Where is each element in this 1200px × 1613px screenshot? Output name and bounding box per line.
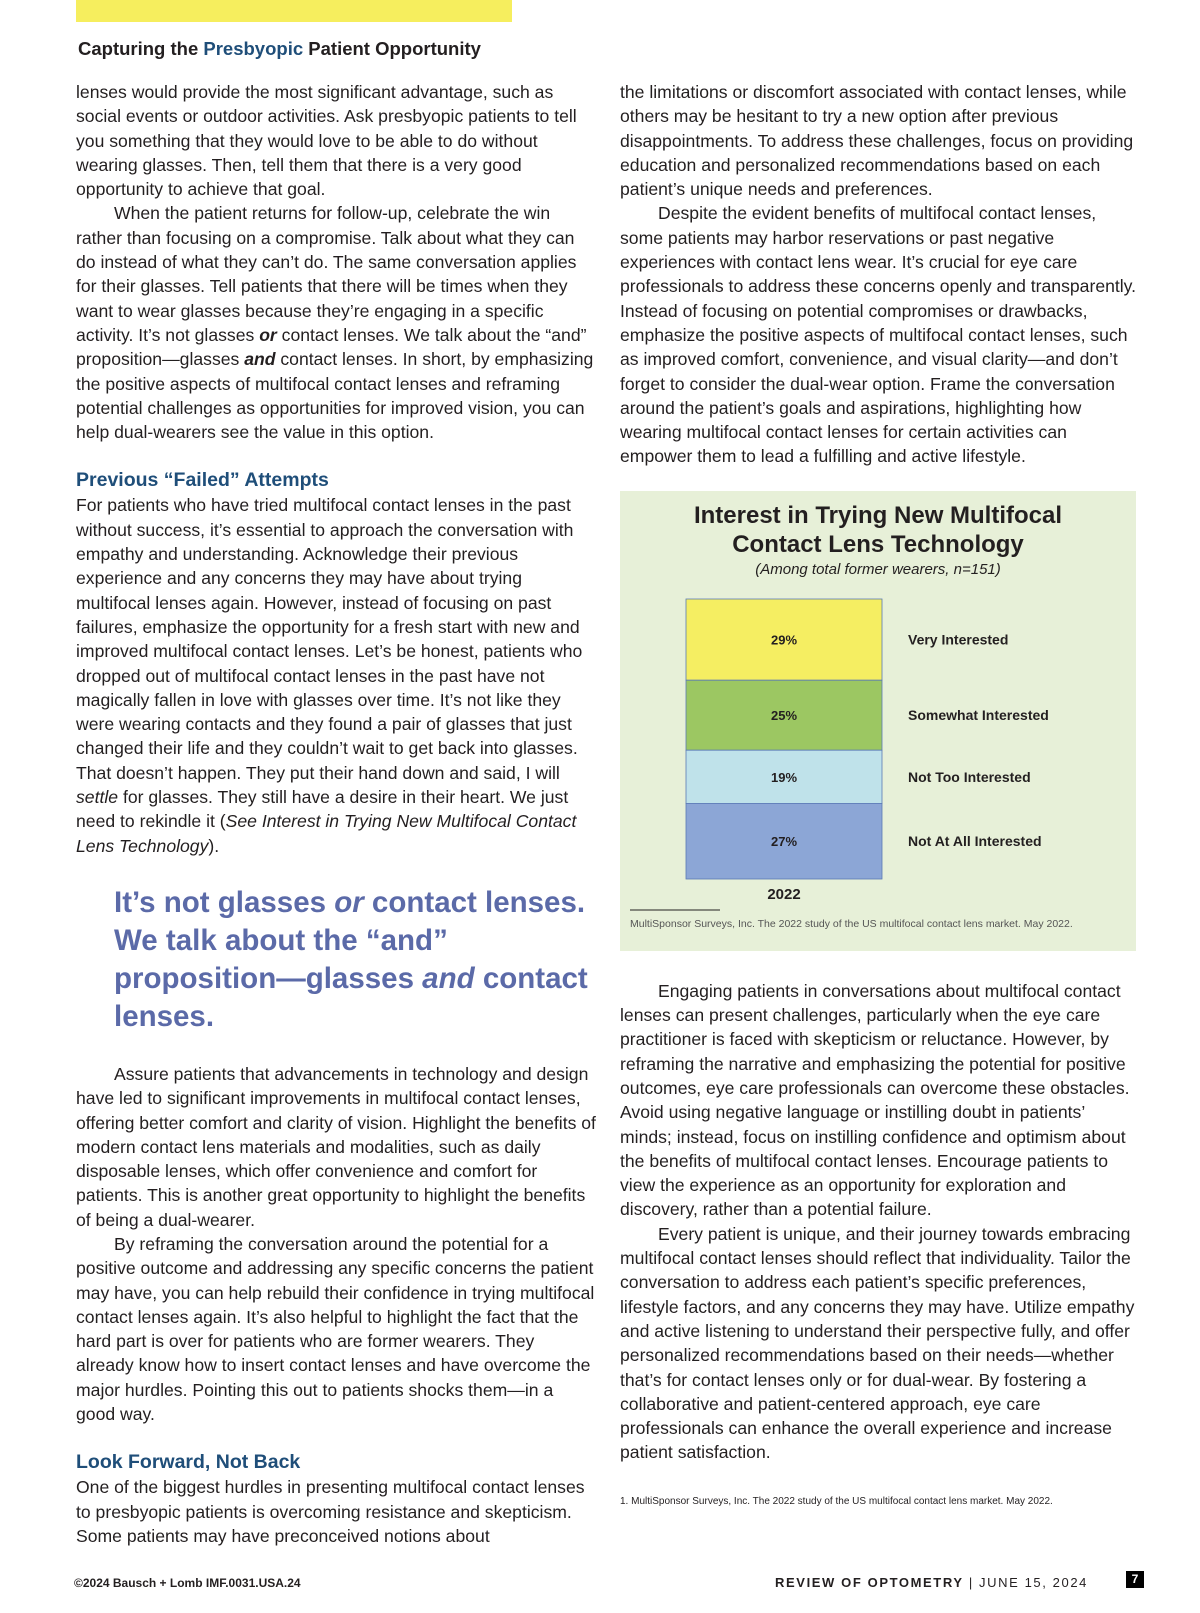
- running-head-accent: Presbyopic: [203, 38, 304, 59]
- running-head-suffix: Patient Opportunity: [303, 38, 481, 59]
- footer-copyright: ©2024 Bausch + Lomb IMF.0031.USA.24: [74, 1576, 301, 1590]
- paragraph: lenses would provide the most significant advantage, such as social events or outdoor activities. Ask presbyopic patients to tell you something that they would love to be able to do without wearing glasses. Then, tell them that there is a very good opportunity to achieve that goal.: [76, 82, 577, 200]
- paragraph: By reframing the conversation around the potential for a positive outcome and addressing any specific concerns the patient may have, you can help rebuild their confidence in trying multifocal contact lenses again. It’s also helpful to highlight the fact that the hard part is over for patients who are former wearers. They already know how to insert contact lenses and have overcome the major hurdles. Pointing this out to patients shocks them—in a good way.: [76, 1233, 595, 1425]
- x-tick-label: 2022: [767, 885, 801, 903]
- chart-title-line-2: Contact Lens Technology: [732, 530, 1024, 558]
- running-head: [78, 38, 481, 60]
- chart-subtitle: (Among total former wearers, n=151): [755, 560, 1001, 578]
- header-accent-bar: [76, 0, 512, 22]
- chart-source: MultiSponsor Surveys, Inc. The 2022 study of the US multifocal contact lens market. May 2022.: [630, 917, 1073, 930]
- chart-panel: [620, 491, 1136, 951]
- paragraph: Every patient is unique, and their journey towards embracing multifocal contact lenses should reflect that individuality. Tailor the conversation to address each patient’s specific preferences, lifestyle factors, and any concerns they may have. Utilize empathy and active listening to understand their perspective fully, and offer personalized recommendations based on their needs—whether that’s for contact lenses only or for dual-wear. By fostering a collaborative and patient-centered approach, eye care professionals can enhance the overall experience and increase patient satisfaction.: [620, 1223, 1135, 1463]
- paragraph: the limitations or discomfort associated with contact lenses, while others may be hesitant to try a new option after previous disappointments. To address these challenges, focus on providing education and personalized recommendations based on each patient’s unique needs and preferences.: [620, 82, 1134, 200]
- page-number: 7: [1126, 1571, 1144, 1588]
- paragraph: Despite the evident benefits of multifocal contact lenses, some patients may harbor reservations or past negative experiences with contact lens wear. It’s crucial for eye care professionals to address these concerns openly and transparently. Instead of focusing on potential compromises or drawbacks, emphasize the positive aspects of multifocal contact lenses, such as improved comfort, convenience, and visual clarity—and don’t forget to consider the dual-wear option. Frame the conversation around the patient’s goals and aspirations, highlighting how wearing multifocal contact lenses for certain activities can empower them to lead a fulfilling and active lifestyle.: [620, 203, 1137, 467]
- data-label: 27%: [770, 833, 798, 849]
- data-label: 19%: [770, 769, 798, 785]
- legend-label: Very Interested: [908, 631, 1009, 648]
- chart-title-line-1: Interest in Trying New Multifocal: [693, 501, 1063, 529]
- legend-label: Not At All Interested: [908, 832, 1042, 849]
- legend-label: Somewhat Interested: [908, 706, 1049, 723]
- legend-label: Not Too Interested: [908, 768, 1031, 785]
- paragraph: One of the biggest hurdles in presenting multifocal contact lenses to presbyopic patients is overcoming resistance and skepticism. Some patients may have preconceived notions about: [76, 1477, 585, 1546]
- stacked-bar-chart: [620, 491, 1136, 951]
- paragraph: For patients who have tried multifocal contact lenses in the past without success, it’s essential to approach the conversation with empathy and understanding. Acknowledge their previous experience and any concerns they may have about trying multifocal lenses again. However, instead of focusing on past failures, emphasize the opportunity for a fresh start with new and improved multifocal contact lenses. Let’s be honest, patients who dropped out of multifocal contact lenses in the past have not magically fallen in love with glasses over time. It’s not like they were wearing contacts and they found a pair of glasses that just changed their life and they couldn’t wait to get back into glasses. That doesn’t happen. They put their hand down and said, I will settle for glasses. They still have a desire in their heart. We just need to rekindle it (See Interest in Trying New Multifocal Contact Lens Technology).: [76, 495, 583, 856]
- pull-quote: It’s not glasses or contact lenses. We talk about the “and” proposition—glasses and contact lenses.: [114, 885, 588, 1033]
- data-label: 29%: [770, 632, 798, 648]
- paragraph: Assure patients that advancements in technology and design have led to significant improvements in multifocal contact lenses, offering better comfort and clarity of vision. Highlight the benefits of modern contact lens materials and modalities, such as daily disposable lenses, which offer convenience and comfort for patients. This is another great opportunity to highlight the benefits of being a dual-wearer.: [76, 1063, 596, 1230]
- footer-date: JUNE 15, 2024: [979, 1575, 1088, 1590]
- left-column: [76, 80, 596, 1548]
- paragraph: When the patient returns for follow-up, celebrate the win rather than focusing on a compromise. Talk about what they can do instead of what they can’t do. The same conversation applies for their glasses. Tell patients that there will be times when they want to wear glasses because they’re engaging in a specific activity. It’s not glasses or contact lenses. We talk about the “and” proposition—glasses and contact lenses. In short, by emphasizing the positive aspects of multifocal contact lenses and reframing potential challenges as opportunities for improved vision, you can help dual-wearers see the value in this option.: [76, 203, 594, 443]
- footer-publication: REVIEW OF OPTOMETRY: [775, 1575, 964, 1590]
- footnote: 1. MultiSponsor Surveys, Inc. The 2022 study of the US multifocal contact lens market. May 2022.: [620, 1495, 1053, 1507]
- data-label: 25%: [770, 707, 798, 723]
- right-column: [620, 80, 1140, 1508]
- section-heading: Look Forward, Not Back: [76, 1451, 301, 1474]
- footer-publication-line: REVIEW OF OPTOMETRY | JUNE 15, 2024: [775, 1575, 1088, 1590]
- running-head-prefix: Capturing the: [78, 38, 204, 59]
- paragraph: Engaging patients in conversations about multifocal contact lenses can present challenges, particularly when the eye care practitioner is faced with skepticism or reluctance. However, by reframing the narrative and emphasizing the potential for positive outcomes, eye care professionals can overcome these obstacles. Avoid using negative language or instilling doubt in patients’ minds; instead, focus on instilling confidence and optimism about the benefits of multifocal contact lenses. Encourage patients to view the experience as an opportunity for exploration and discovery, rather than a potential failure.: [620, 980, 1130, 1220]
- section-heading: Previous “Failed” Attempts: [76, 469, 329, 492]
